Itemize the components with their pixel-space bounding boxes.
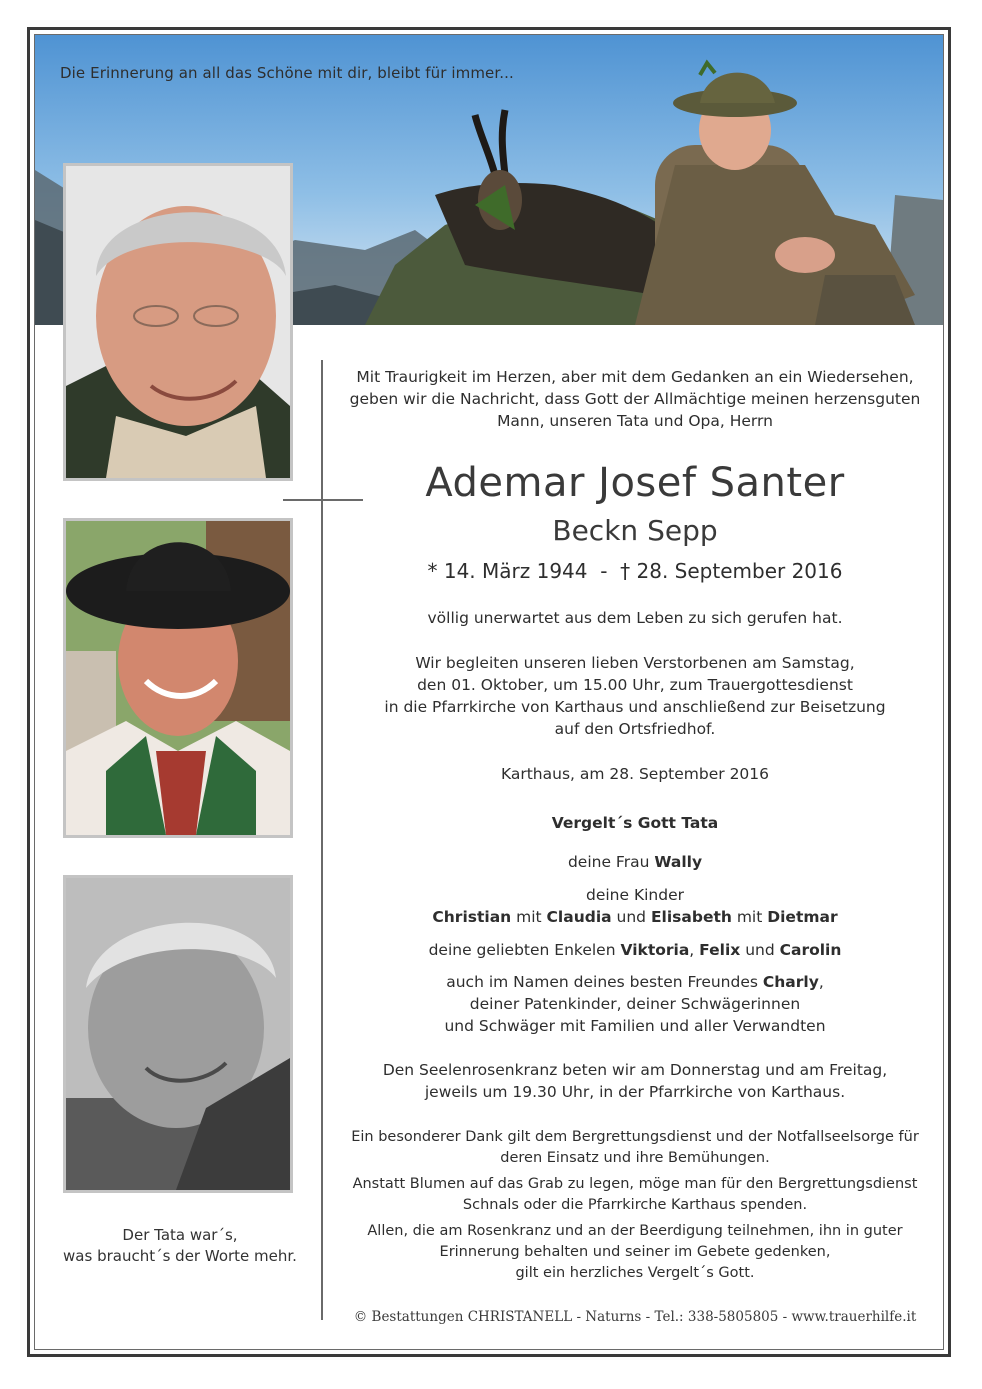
relatives-line-2: deiner Patenkinder, deiner Schwägerinnen [469,995,801,1013]
life-dates [340,557,930,585]
funeral-line-3: in die Pfarrkirche von Karthaus und anschließend zur Beisetzung [384,698,886,716]
gratitude-line-1: Ein besonderer Dank gilt dem Bergrettungsdienst und der Notfallseelsorge für [351,1129,919,1145]
child-2: Elisabeth [650,908,732,926]
wife-prefix: deine Frau [567,853,655,871]
footer-imprint: © Bestattungen CHRISTANELL - Naturns - Tel.: 338-5805805 - www.trauerhilfe.it [353,1309,917,1325]
grandchild-2: Felix [699,941,741,959]
funeral-line-4: auf den Ortsfriedhof. [554,720,716,738]
deceased-nickname: Beckn Sepp [552,514,718,547]
partner-2: Dietmar [767,908,838,926]
grandchild-separator: , [689,941,700,959]
friends-suffix: , [818,973,824,991]
and-2: und [740,941,780,959]
gratitude-line-6: Erinnerung behalten und seiner im Gebete gedenken, [439,1244,831,1260]
mourner-wife [340,851,930,873]
grandchildren-prefix: deine geliebten Enkelen [428,941,621,959]
relatives-line-1 [340,971,930,993]
funeral-line-2: den 01. Oktober, um 15.00 Uhr, zum Trauergottesdienst [417,676,853,694]
children-label: deine Kinder [585,886,684,904]
portrait-photo-2 [63,518,293,838]
funeral-line-1: Wir begleiten unseren lieben Verstorbenen am Samstag, [415,654,855,672]
grandchild-3: Carolin [779,941,842,959]
mourner-grandchildren [340,939,930,961]
called-home-text: völlig unerwartet aus dem Leben zu sich gerufen hat. [427,609,843,627]
caption-line-2: was braucht´s der Worte mehr. [63,1247,297,1265]
thanks-heading: Vergelt´s Gott Tata [551,814,719,832]
intro-line-2: geben wir die Nachricht, dass Gott der Allmächtige meinen herzensguten [349,390,921,408]
portrait-photo-1 [63,163,293,481]
caption-line-1: Der Tata war´s, [122,1226,238,1244]
wife-name: Wally [654,853,703,871]
place-date: Karthaus, am 28. September 2016 [500,765,770,783]
gratitude-text [340,1127,930,1284]
relatives-line-3: und Schwäger mit Familien und aller Verwandten [444,1017,826,1035]
gratitude-line-2: deren Einsatz und ihre Bemühungen. [500,1150,770,1166]
cross-vertical [321,360,323,1320]
intro-text [340,366,930,432]
intro-line-1: Mit Traurigkeit im Herzen, aber mit dem Gedanken an ein Wiedersehen, [356,368,914,386]
grandchild-1: Viktoria [620,941,690,959]
child-1: Christian [432,908,512,926]
intro-line-3: Mann, unseren Tata und Opa, Herrn [497,412,773,430]
portrait-photo-3 [63,875,293,1193]
friends-prefix: auch im Namen deines besten Freundes [446,973,763,991]
funeral-text [340,652,930,740]
life-dates-text: * 14. März 1944 - † 28. September 2016 [427,559,843,583]
with-2: mit [731,908,768,926]
gratitude-line-4: Schnals oder die Pfarrkirche Karthaus spenden. [462,1197,808,1213]
and-1: und [611,908,651,926]
gratitude-line-5: Allen, die am Rosenkranz und an der Beerdigung teilnehmen, ihn in guter [367,1223,903,1239]
deceased-name: Ademar Josef Santer [425,460,845,506]
mourner-relatives [340,971,930,1037]
gratitude-line-3: Anstatt Blumen auf das Grab zu legen, möge man für den Bergrettungsdienst [352,1176,918,1192]
rosary-line-2: jeweils um 19.30 Uhr, in der Pfarrkirche von Karthaus. [424,1083,846,1101]
partner-1: Claudia [546,908,612,926]
rosary-line-1: Den Seelenrosenkranz beten wir am Donnerstag und am Freitag, [382,1061,888,1079]
rosary-text [340,1059,930,1103]
gratitude-line-7: gilt ein herzliches Vergelt´s Gott. [515,1265,755,1281]
photo-caption [50,1225,310,1267]
with-1: mit [511,908,547,926]
children-names [340,906,930,928]
mourner-children [340,884,930,928]
banner-quote: Die Erinnerung an all das Schöne mit dir, bleibt für immer... [60,64,514,82]
friend-name: Charly [762,973,819,991]
